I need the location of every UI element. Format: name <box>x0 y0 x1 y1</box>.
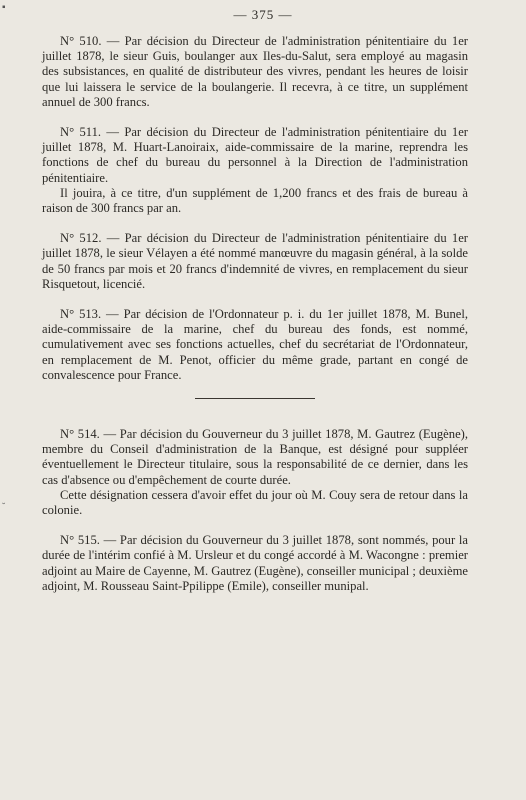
decision-511 <box>42 125 468 216</box>
decision-510 <box>42 34 468 110</box>
margin-mark: ˘ <box>2 502 6 513</box>
decision-514 <box>42 427 468 518</box>
margin-mark: ▪ <box>2 2 6 13</box>
decision-515 <box>42 533 468 594</box>
paragraph: N° 515. — Par décision du Gouverneur du 3 juillet 1878, sont nommés, pour la durée de l'intérim confié à M. Ursleur et du congé accordé à M. Wacongne : premier adjoint au Maire de Cayenne, M. Gautrez (Eugène), conseiller municipal ; deuxième adjoint, M. Rousseau Saint-Ppilippe (Emile), conseiller munipal. <box>42 533 468 593</box>
page-number: — 375 — <box>233 7 293 22</box>
paragraph: N° 512. — Par décision du Directeur de l'administration pénitentiaire du 1er juillet 1878, le sieur Vélayen a été nommé manœuvre du magasin général, à la solde de 50 francs par mois et 20 francs d'indemnité de vivres, en remplacement du sieur Risquetout, licencié. <box>42 231 468 291</box>
paragraph: N° 511. — Par décision du Directeur de l'administration pénitentiaire du 1er juillet 1878, M. Huart-Lanoiraix, aide-commissaire de la marine, reprendra les fonctions de chef du bureau du personnel à la Direction de l'administration pénitentiaire. <box>42 125 468 185</box>
paragraph: N° 514. — Par décision du Gouverneur du 3 juillet 1878, M. Gautrez (Eugène), membre du Conseil d'administration de la Banque, est désigné pour suppléer éventuellement le Directeur titulaire, sous la responsabilité de ce dernier, dans les cas d'absence ou d'empêchement de courte durée. <box>42 427 468 487</box>
decision-512 <box>42 231 468 292</box>
text-column <box>42 34 468 609</box>
paragraph: Il jouira, à ce titre, d'un supplément de 1,200 francs et des frais de bureau à raison de 300 francs par an. <box>42 185 468 216</box>
paragraph: N° 510. — Par décision du Directeur de l'administration pénitentiaire du 1er juillet 1878, le sieur Guis, boulanger aux Iles-du-Salut, sera employé au magasin des subsistances, en qualité de distributeur des vivres, pendant les heures de loisir que lui laissera le service de la boulangerie. Il recevra, à ce titre, un supplément annuel de 300 francs. <box>42 34 468 109</box>
paragraph: N° 513. — Par décision de l'Ordonnateur p. i. du 1er juillet 1878, M. Bunel, aide-commissaire de la marine, chef du bureau des fonds, est nommé, cumulativement avec ses fonctions actuelles, chef du secrétariat de l'Ordonnateur, en remplacement de M. Penot, officier du même grade, partant en congé de convalescence pour France. <box>42 307 468 382</box>
section-divider <box>195 398 315 399</box>
decision-513 <box>42 307 468 383</box>
paragraph: Cette désignation cessera d'avoir effet du jour où M. Couy sera de retour dans la colonie. <box>42 487 468 518</box>
